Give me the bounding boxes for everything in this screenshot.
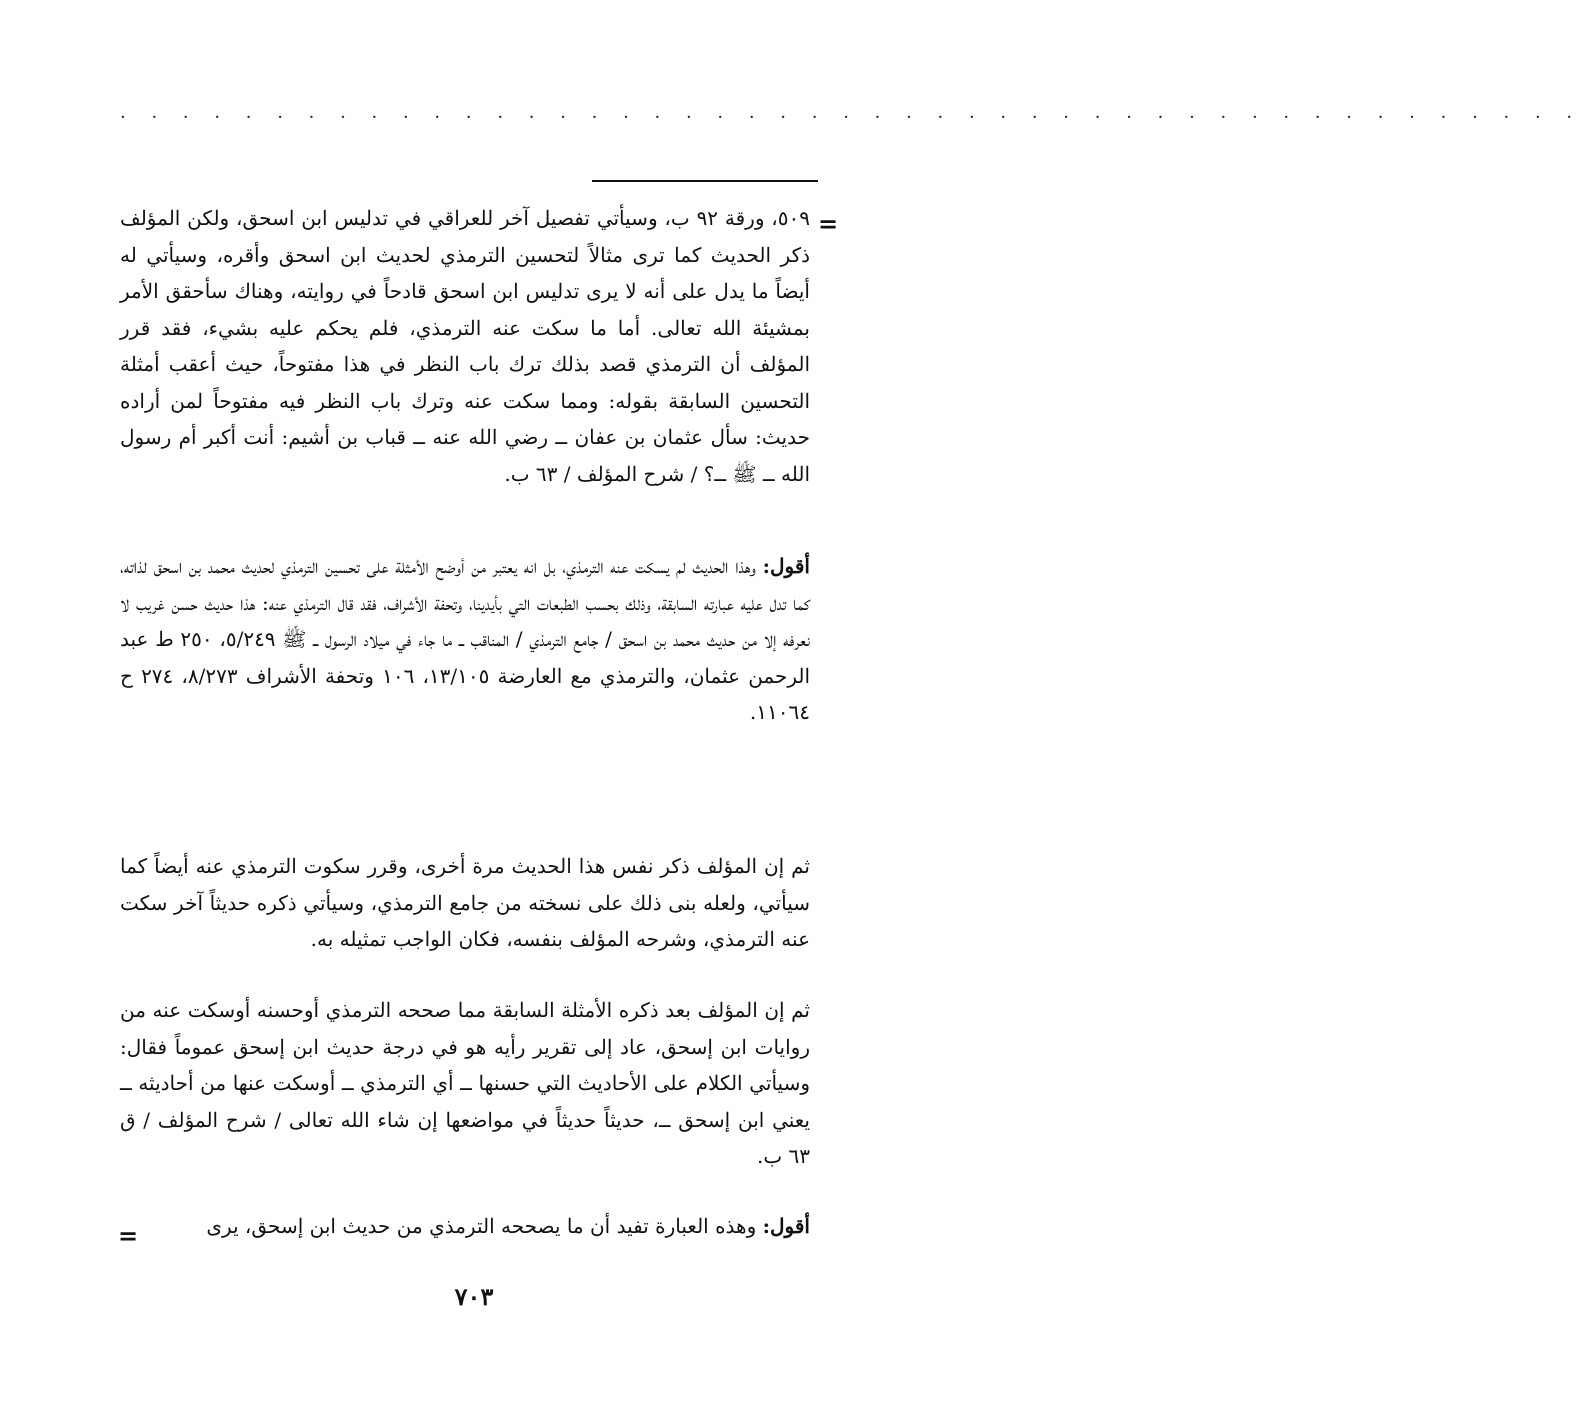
paragraph-text: وهذه العبارة تفيد أن ما يصححه الترمذي من حديث ابن إسحق، يرى [206,1214,763,1238]
paragraph-text: ٥٠٩، ورقة ٩٢ ب، وسيأتي تفصيل آخر للعراقي في تدليس ابن اسحق، ولكن المؤلف ذكر الحديث كما ترى مثالاً لتحسين الترمذي لحديث ابن اسحق وأقره، وسيأتي له أيضاً ما يدل على أنه لا يرى تدليس ابن اسحق قادحاً في روايته، وهناك سأحقق الأمر بمشيئة الله تعالى. أما ما سكت عنه الترمذي، فلم يحكم عليه بشيء، فقد قرر المؤلف أن الترمذي قصد بذلك ترك باب النظر في هذا مفتوحاً، حيث أعقب أمثلة التحسين السابقة بقوله: ومما سكت عنه وترك باب النظر فيه مفتوحاً لمن أراده حديث: سأل عثمان بن عفان ــ رضي الله عنه ــ قباب بن أشيم: أنت أكبر أم رسول الله ــ ﷺ ــ؟ / شرح المؤلف / ٦٣ ب. [120,206,810,486]
paragraph-lead: أقول: [762,1214,810,1238]
continuation-mark-bottom: = [118,1221,139,1250]
footnote-paragraph-5 [120,1208,810,1245]
paragraph-text: ثم إن المؤلف ذكر نفس هذا الحديث مرة أخرى، وقرر سكوت الترمذي عنه أيضاً كما سيأتي، ولعله بنى ذلك على نسخته من جامع الترمذي، وسيأتي ذكره حديثاً آخر سكت عنه الترمذي، وشرحه المؤلف بنفسه، فكان الواجب تمثيله به. [120,854,810,951]
page-number: ٧٠٣ [454,1282,494,1311]
footnote-paragraph-4 [120,992,810,1175]
footnote-rule [592,180,818,182]
paragraph-lead: أقول: [762,554,810,578]
footnote-paragraph-1 [120,200,810,492]
continuation-mark-top: = [818,209,839,238]
paragraph-text: ثم إن المؤلف بعد ذكره الأمثلة السابقة مما صححه الترمذي أوحسنه أوسكت عنه من روايات ابن إسحق، عاد إلى تقرير رأيه هو في درجة حديث ابن إسحق عموماً فقال: وسيأتي الكلام على الأحاديث التي حسنها ــ أي الترمذي ــ أوسكت عنها من أحاديثه ــ يعني ابن إسحق ــ، حديثاً حديثاً في مواضعها إن شاء الله تعالى / شرح المؤلف / ق ٦٣ ب. [120,998,810,1168]
footnote-paragraph-2 [120,548,810,731]
footnote-paragraph-3 [120,848,810,958]
dotted-separator: · · · · · · · · · · · · · · · · · · · · · · · · · · · · · · · · · · · · · · · · · · · · · · · [120,107,1582,128]
paragraph-text: وهذا الحديث لم يسكت عنه الترمذي، بل انه يعتبر من أوضح الأمثلة على تحسين الترمذي لحديث محمد بن اسحق لذاته، كما تدل عليه عبارته السابقة، وذلك بحسب الطبعات التي بأيدينا، وتحفة الأشراف، فقد قال الترمذي عنه: هذا حديث حسن غريب لا نعرفه إلا من حديث محمد بن اسحق / جامع الترمذي / المناقب ــ ما جاء في ميلاد الرسول ــ ﷺ ٥/٢٤٩، ٢٥٠ ط عبد الرحمن عثمان، والترمذي مع العارضة ١٣/١٠٥، ١٠٦ وتحفة الأشراف ٨/٢٧٣، ٢٧٤ ح ١١٠٦٤. [120,554,811,724]
